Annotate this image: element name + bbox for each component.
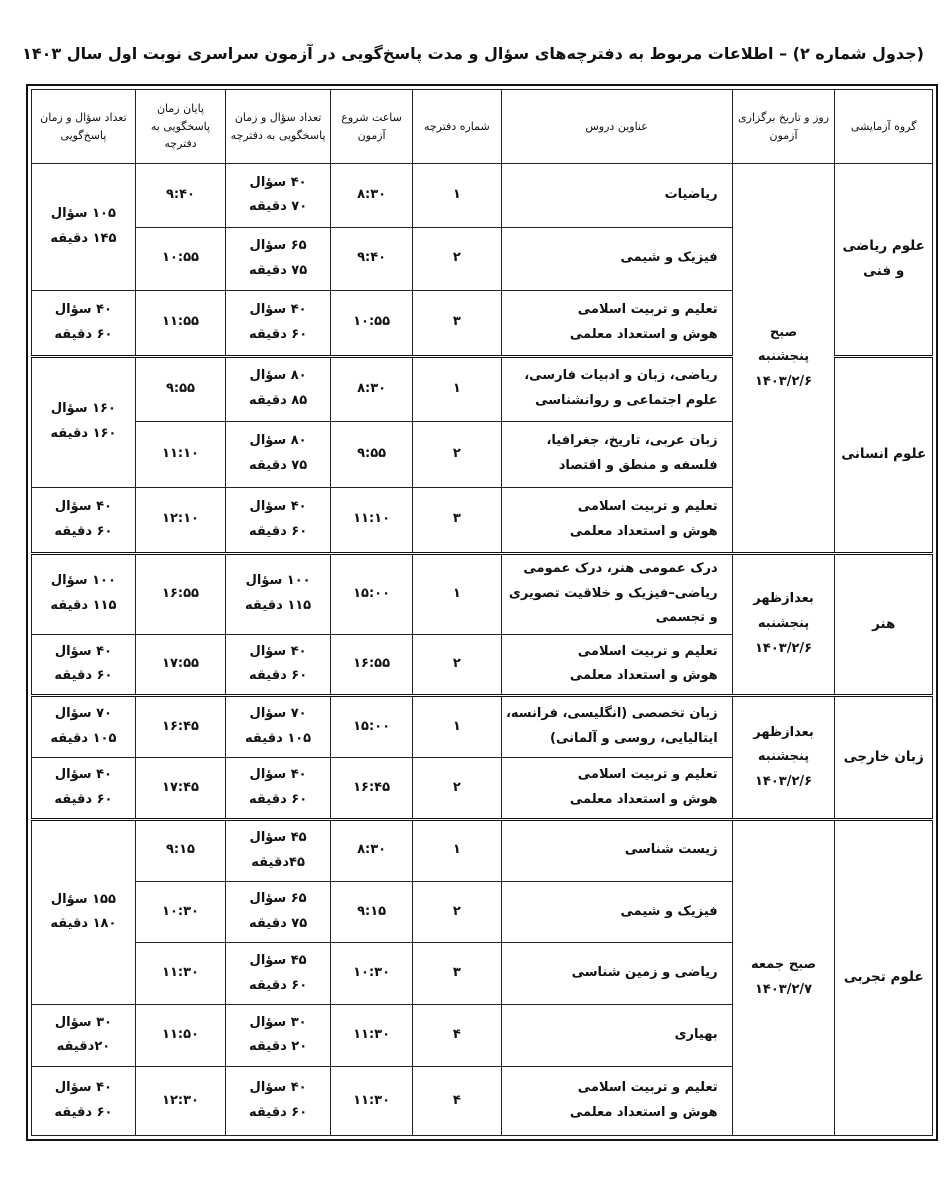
group-name: علوم انسانی (835, 356, 933, 553)
booklet-number: ۴ (413, 1004, 501, 1066)
booklet-question-count: ۴۵ سؤال ۶۰ دقیقه (226, 943, 331, 1005)
lesson-title: تعلیم و تربیت اسلامی هوش و استعداد معلمی (501, 290, 732, 356)
page-title: (جدول شماره ۲) – اطلاعات مربوط به دفترچه‌های سؤال و مدت پاسخ‌گویی در آزمون سراسری نوبت اول سال ۱۴۰۳ (22, 44, 924, 63)
booklet-number: ۳ (413, 487, 501, 553)
end-time: ۹:۴۰ (135, 164, 225, 228)
total-question-count: ۱۵۵ سؤال ۱۸۰ دقیقه (32, 819, 136, 1004)
booklet-question-count: ۴۰ سؤال ۶۰ دقیقه (226, 1066, 331, 1135)
booklet-number: ۲ (413, 758, 501, 820)
header-date: روز و تاریخ برگزاری آزمون (732, 90, 835, 164)
header-count-total: تعداد سؤال و زمان پاسخ‌گویی (32, 90, 136, 164)
booklet-question-count: ۴۰ سؤال ۶۰ دقیقه (226, 634, 331, 696)
table-row (32, 819, 933, 881)
booklet-number: ۲ (413, 634, 501, 696)
total-question-count: ۴۰ سؤال ۶۰ دقیقه (32, 1066, 136, 1135)
lesson-title: بهیاری (501, 1004, 732, 1066)
header-end: پایان زمان پاسخگویی به دفترچه (135, 90, 225, 164)
booklet-question-count: ۴۵ سؤال ۴۵دقیقه (226, 819, 331, 881)
end-time: ۹:۵۵ (135, 356, 225, 421)
end-time: ۱۶:۴۵ (135, 696, 225, 758)
total-question-count: ۴۰ سؤال ۶۰ دقیقه (32, 290, 136, 356)
booklet-question-count: ۳۰ سؤال ۲۰ دقیقه (226, 1004, 331, 1066)
start-time: ۱۱:۳۰ (330, 1066, 412, 1135)
end-time: ۱۰:۵۵ (135, 227, 225, 290)
total-question-count: ۱۶۰ سؤال ۱۶۰ دقیقه (32, 356, 136, 487)
lesson-title: زیست شناسی (501, 819, 732, 881)
group-name: هنر (835, 553, 933, 696)
booklet-question-count: ۶۵ سؤال ۷۵ دقیقه (226, 881, 331, 943)
start-time: ۸:۳۰ (330, 819, 412, 881)
lesson-title: تعلیم و تربیت اسلامی هوش و استعداد معلمی (501, 758, 732, 820)
booklet-question-count: ۴۰ سؤال ۷۰ دقیقه (226, 164, 331, 228)
end-time: ۹:۱۵ (135, 819, 225, 881)
start-time: ۱۰:۵۵ (330, 290, 412, 356)
start-time: ۱۱:۱۰ (330, 487, 412, 553)
exam-date: صبح جمعه ۱۴۰۳/۲/۷ (732, 819, 835, 1135)
end-time: ۱۱:۳۰ (135, 943, 225, 1005)
booklet-number: ۱ (413, 356, 501, 421)
booklet-number: ۱ (413, 696, 501, 758)
start-time: ۱۵:۰۰ (330, 553, 412, 634)
total-question-count: ۱۰۵ سؤال ۱۴۵ دقیقه (32, 164, 136, 291)
total-question-count: ۳۰ سؤال ۲۰دقیقه (32, 1004, 136, 1066)
end-time: ۱۰:۳۰ (135, 881, 225, 943)
end-time: ۱۶:۵۵ (135, 553, 225, 634)
start-time: ۱۵:۰۰ (330, 696, 412, 758)
lesson-title: تعلیم و تربیت اسلامی هوش و استعداد معلمی (501, 1066, 732, 1135)
end-time: ۱۱:۵۰ (135, 1004, 225, 1066)
lesson-title: زبان تخصصی (انگلیسی، فرانسه، ایتالیایی، روسی و آلمانی) (501, 696, 732, 758)
booklet-number: ۱ (413, 819, 501, 881)
booklet-number: ۱ (413, 553, 501, 634)
booklet-number: ۳ (413, 943, 501, 1005)
start-time: ۱۱:۳۰ (330, 1004, 412, 1066)
header-count-booklet: تعداد سؤال و زمان پاسخگویی به دفترچه (226, 90, 331, 164)
end-time: ۱۷:۴۵ (135, 758, 225, 820)
lesson-title: تعلیم و تربیت اسلامی هوش و استعداد معلمی (501, 487, 732, 553)
booklet-number: ۲ (413, 227, 501, 290)
start-time: ۹:۴۰ (330, 227, 412, 290)
lesson-title: درک عمومی هنر، درک عمومی ریاضی–فیزیک و خلاقیت تصویری و تجسمی (501, 553, 732, 634)
booklet-number: ۱ (413, 164, 501, 228)
header-booklet: شماره دفترچه (413, 90, 501, 164)
exam-date: بعدازظهر پنجشنبه ۱۴۰۳/۲/۶ (732, 696, 835, 819)
end-time: ۱۲:۱۰ (135, 487, 225, 553)
lesson-title: تعلیم و تربیت اسلامی هوش و استعداد معلمی (501, 634, 732, 696)
start-time: ۱۶:۵۵ (330, 634, 412, 696)
booklet-question-count: ۴۰ سؤال ۶۰ دقیقه (226, 487, 331, 553)
booklet-question-count: ۸۰ سؤال ۸۵ دقیقه (226, 356, 331, 421)
lesson-title: فیزیک و شیمی (501, 227, 732, 290)
start-time: ۸:۳۰ (330, 164, 412, 228)
end-time: ۱۲:۳۰ (135, 1066, 225, 1135)
start-time: ۱۶:۴۵ (330, 758, 412, 820)
table-row (32, 696, 933, 758)
total-question-count: ۴۰ سؤال ۶۰ دقیقه (32, 487, 136, 553)
total-question-count: ۴۰ سؤال ۶۰ دقیقه (32, 634, 136, 696)
start-time: ۱۰:۳۰ (330, 943, 412, 1005)
booklet-question-count: ۴۰ سؤال ۶۰ دقیقه (226, 758, 331, 820)
header-start: ساعت شروع آزمون (330, 90, 412, 164)
lesson-title: ریاضی، زبان و ادبیات فارسی، علوم اجتماعی و روانشناسی (501, 356, 732, 421)
table-row (32, 164, 933, 228)
exam-date: بعدازظهر پنجشنبه ۱۴۰۳/۲/۶ (732, 553, 835, 696)
lesson-title: فیزیک و شیمی (501, 881, 732, 943)
lesson-title: زبان عربی، تاریخ، جغرافیا، فلسفه و منطق و اقتصاد (501, 421, 732, 487)
total-question-count: ۴۰ سؤال ۶۰ دقیقه (32, 758, 136, 820)
booklet-number: ۳ (413, 290, 501, 356)
total-question-count: ۷۰ سؤال ۱۰۵ دقیقه (32, 696, 136, 758)
end-time: ۱۱:۱۰ (135, 421, 225, 487)
start-time: ۸:۳۰ (330, 356, 412, 421)
start-time: ۹:۵۵ (330, 421, 412, 487)
booklet-question-count: ۴۰ سؤال ۶۰ دقیقه (226, 290, 331, 356)
booklet-number: ۲ (413, 881, 501, 943)
exam-schedule-table (31, 89, 933, 1136)
booklet-question-count: ۱۰۰ سؤال ۱۱۵ دقیقه (226, 553, 331, 634)
end-time: ۱۱:۵۵ (135, 290, 225, 356)
lesson-title: ریاضیات (501, 164, 732, 228)
table-body (32, 164, 933, 1136)
header-lessons: عناوین دروس (501, 90, 732, 164)
group-name: علوم ریاضی و فنی (835, 164, 933, 357)
booklet-number: ۲ (413, 421, 501, 487)
booklet-question-count: ۷۰ سؤال ۱۰۵ دقیقه (226, 696, 331, 758)
group-name: علوم تجربی (835, 819, 933, 1135)
booklet-question-count: ۸۰ سؤال ۷۵ دقیقه (226, 421, 331, 487)
booklet-number: ۴ (413, 1066, 501, 1135)
table-row (32, 553, 933, 634)
booklet-question-count: ۶۵ سؤال ۷۵ دقیقه (226, 227, 331, 290)
end-time: ۱۷:۵۵ (135, 634, 225, 696)
exam-date: صبح پنجشنبه ۱۴۰۳/۲/۶ (732, 164, 835, 554)
start-time: ۹:۱۵ (330, 881, 412, 943)
lesson-title: ریاضی و زمین شناسی (501, 943, 732, 1005)
exam-schedule-frame (26, 84, 938, 1141)
group-name: زبان خارجی (835, 696, 933, 819)
header-group: گروه آزمایشی (835, 90, 933, 164)
total-question-count: ۱۰۰ سؤال ۱۱۵ دقیقه (32, 553, 136, 634)
